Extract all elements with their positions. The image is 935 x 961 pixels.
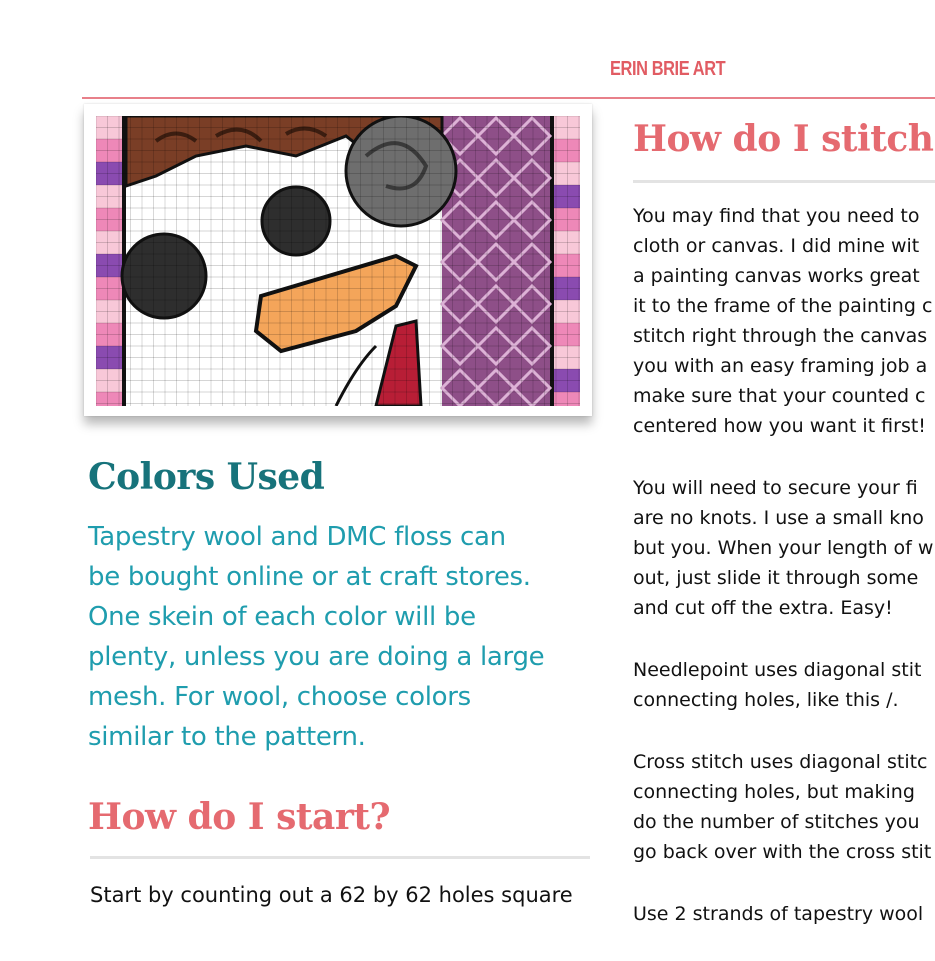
eye-left [122, 234, 206, 318]
colors-line: similar to the pattern. [88, 722, 366, 752]
colors-used-text [88, 517, 588, 757]
text-line: but you. When your length of w [633, 537, 934, 559]
eye-right [262, 187, 330, 255]
text-line: Use 2 strands of tapestry wool [633, 903, 924, 925]
text-line: You will need to secure your fi [633, 477, 918, 499]
border-stripe [554, 392, 580, 406]
text-line: connecting holes, like this /. [633, 689, 899, 711]
colors-line: plenty, unless you are doing a large [88, 642, 545, 672]
stitch-instructions [633, 201, 935, 961]
section-divider [633, 180, 935, 183]
colors-line: mesh. For wool, choose colors [88, 682, 471, 712]
cross-stitch-pattern-chart [96, 116, 580, 406]
text-line: You may find that you need to [633, 205, 920, 227]
text-line: connecting holes, but making [633, 781, 915, 803]
text-line: out, just slide it through some [633, 567, 919, 589]
text-line: go back over with the cross stit [633, 841, 932, 863]
section-divider [90, 856, 590, 859]
hair-bun [346, 116, 456, 226]
border-stripe [96, 392, 122, 406]
text-line: it to the frame of the painting c [633, 295, 933, 317]
stitch-paragraph [633, 747, 935, 867]
text-line: and cut off the extra. Easy! [633, 597, 893, 619]
start-text [90, 880, 610, 910]
stitch-paragraph [633, 899, 935, 929]
pattern-figure [84, 104, 592, 416]
how-do-i-stitch-heading: How do I stitch [633, 118, 934, 160]
stitch-paragraph [633, 655, 935, 715]
text-line: Cross stitch uses diagonal stitc [633, 751, 928, 773]
text-line: do the number of stitches you [633, 811, 920, 833]
stitch-paragraph [633, 473, 935, 623]
colors-used-heading: Colors Used [88, 456, 325, 498]
colors-line: One skein of each color will be [88, 602, 476, 632]
text-line: a painting canvas works great [633, 265, 920, 287]
brand-name: ERIN BRIE ART [610, 58, 726, 80]
start-line: Start by counting out a 62 by 62 holes square [90, 883, 573, 907]
text-line: Needlepoint uses diagonal stit [633, 659, 922, 681]
text-line: centered how you want it first! [633, 415, 926, 437]
colors-line: be bought online or at craft stores. [88, 562, 531, 592]
text-line: are no knots. I use a small kno [633, 507, 924, 529]
header-divider [82, 97, 935, 99]
stitch-paragraph [633, 201, 935, 441]
text-line: cloth or canvas. I did mine wit [633, 235, 920, 257]
colors-line: Tapestry wool and DMC floss can [88, 522, 506, 552]
text-line: stitch right through the canvas [633, 325, 928, 347]
text-line: make sure that your counted c [633, 385, 926, 407]
text-line: you with an easy framing job a [633, 355, 928, 377]
how-do-i-start-heading: How do I start? [88, 796, 391, 838]
